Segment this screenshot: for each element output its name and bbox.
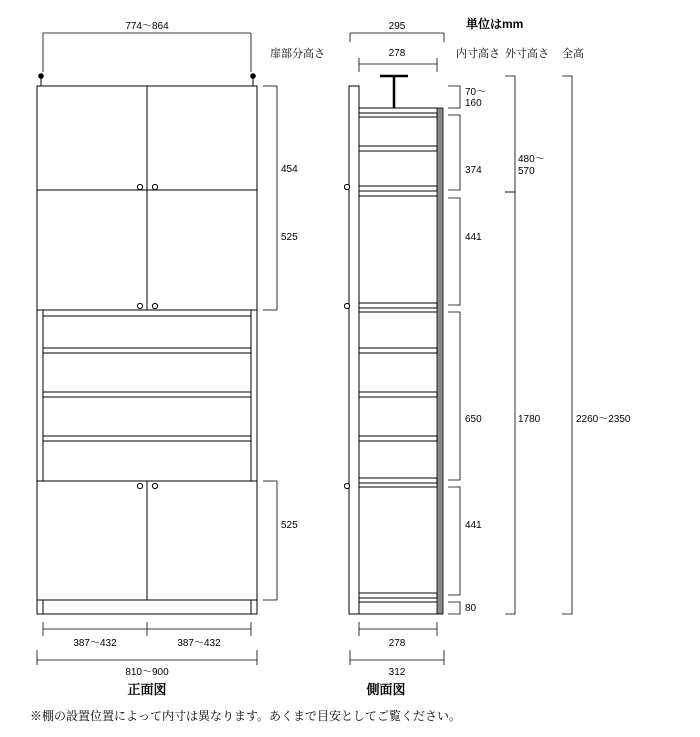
side-inner-depth-top-dimension xyxy=(359,48,437,72)
header-door-height: 扉部分高さ xyxy=(270,48,325,60)
door-knob xyxy=(137,184,142,189)
footnote: ※棚の設置位置によって内寸は異なります。あくまで目安としてご覧ください。 xyxy=(30,709,462,723)
side-view xyxy=(270,16,631,697)
side-shelf xyxy=(359,113,437,117)
front-bottom-width-label: 810～900 xyxy=(125,667,169,678)
door-knob xyxy=(152,483,157,488)
unit-label: 単位はmm xyxy=(466,17,524,31)
front-top-width-label: 774～864 xyxy=(125,21,169,32)
side-shelf xyxy=(359,303,437,308)
front-view xyxy=(37,21,298,697)
side-shelf xyxy=(359,146,437,151)
inner-height-1 xyxy=(465,87,489,109)
inner-height-5: 441 xyxy=(465,520,482,531)
front-bottom-width-dimension xyxy=(37,650,257,678)
inner-height-6: 80 xyxy=(465,603,477,614)
shelf-board xyxy=(43,392,251,397)
side-inner-depth-bottom-dimension xyxy=(359,622,437,649)
outer-height-2: 1780 xyxy=(518,414,541,425)
inner-height-4: 650 xyxy=(465,414,482,425)
side-outer-depth-bottom-label: 312 xyxy=(388,667,406,678)
side-outer-depth-bottom-dimension xyxy=(350,650,444,678)
header-inner-height: 内寸高さ xyxy=(456,48,500,60)
door-knob xyxy=(137,303,142,308)
total-height-dimension xyxy=(562,76,631,614)
lower-cabinet xyxy=(37,481,257,600)
door-width-right-label: 387～432 xyxy=(177,638,221,649)
total-height-label: 2260～2350 xyxy=(576,414,631,425)
side-shelf xyxy=(359,348,437,353)
front-view-caption: 正面図 xyxy=(127,682,167,697)
side-outer-depth-top-label: 295 xyxy=(388,21,406,32)
door-knob xyxy=(137,483,142,488)
door-height-middle: 525 xyxy=(281,232,298,243)
header-total-height: 全高 xyxy=(562,48,584,60)
side-view-caption: 側面図 xyxy=(366,682,406,697)
door-height-dimensions xyxy=(263,86,298,600)
side-outer-depth-top-dimension xyxy=(350,21,444,42)
side-shelf xyxy=(359,478,437,483)
ceiling-pin-right xyxy=(250,73,256,86)
side-shelf xyxy=(359,392,437,397)
side-shelf xyxy=(359,593,437,598)
door-knob-side xyxy=(344,483,349,488)
inner-height-dimensions xyxy=(448,86,489,614)
inner-height-2: 374 xyxy=(465,165,482,176)
shelf-board xyxy=(43,436,251,441)
inner-height-3: 441 xyxy=(465,232,482,243)
outer-height-dimensions xyxy=(505,76,547,614)
outer-height-1 xyxy=(518,154,547,177)
outer-height-1-line-2: 570 xyxy=(518,166,535,177)
outer-height-1-line-1: 480～ xyxy=(518,154,545,165)
ceiling-pin-left xyxy=(38,73,44,86)
front-top-width-dimension xyxy=(43,21,251,72)
header-outer-height: 外寸高さ xyxy=(505,48,549,60)
front-plinth xyxy=(37,600,257,614)
side-inner-depth-top-label: 278 xyxy=(388,48,406,59)
side-shelf xyxy=(359,186,437,191)
inner-height-1-line-1: 70～ xyxy=(465,87,487,98)
door-height-lower: 525 xyxy=(281,520,298,531)
side-inner-depth-bottom-label: 278 xyxy=(388,638,406,649)
shelf-board xyxy=(43,348,251,353)
ceiling-brace xyxy=(380,76,408,108)
door-width-dimension xyxy=(43,622,251,649)
side-cabinet-body xyxy=(344,86,443,614)
back-panel xyxy=(437,108,443,614)
door-knob-side xyxy=(344,184,349,189)
middle-shelf-section xyxy=(37,310,257,481)
door-knob-side xyxy=(344,303,349,308)
door-knob xyxy=(152,303,157,308)
door-height-upper: 454 xyxy=(281,164,298,175)
inner-height-1-line-2: 160 xyxy=(465,98,482,109)
side-shelf xyxy=(359,436,437,441)
door-knob xyxy=(152,184,157,189)
door-width-left-label: 387～432 xyxy=(73,638,117,649)
upper-cabinet xyxy=(37,86,257,310)
